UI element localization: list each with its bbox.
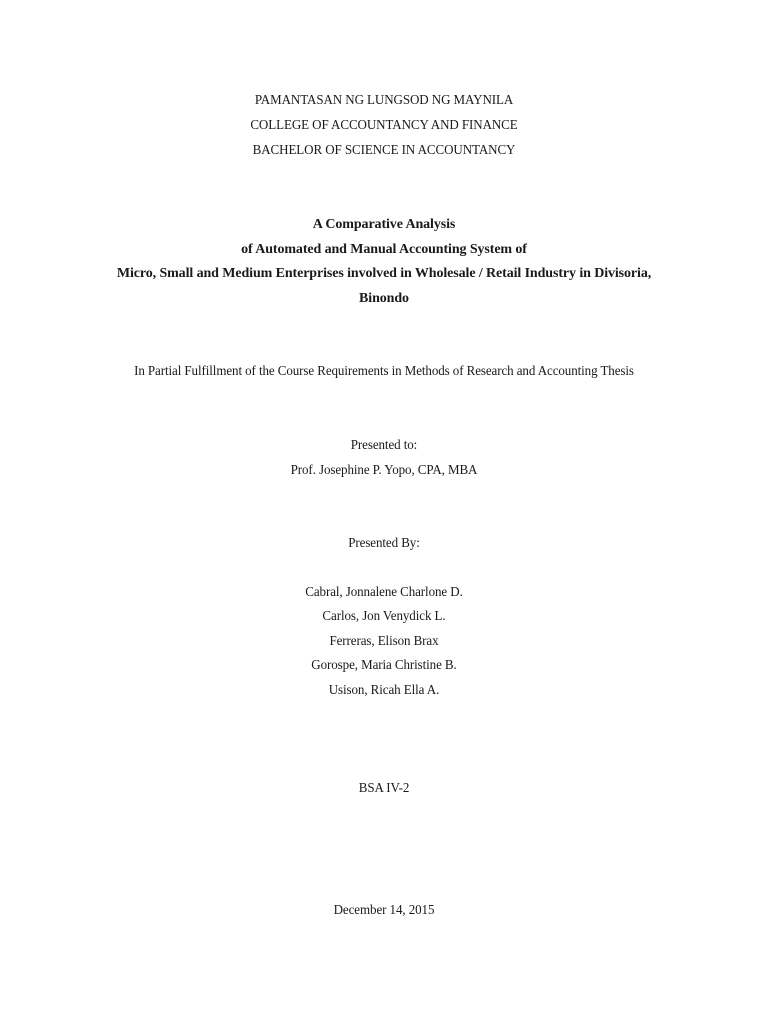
college-name: COLLEGE OF ACCOUNTANCY AND FINANCE [250,118,518,133]
title-line-2: of Automated and Manual Accounting System of [241,242,527,257]
fulfillment-statement: In Partial Fulfillment of the Course Requirements in Methods of Research and Accounting Thesis [134,364,634,379]
title-line-3: Micro, Small and Medium Enterprises involved in Wholesale / Retail Industry in Divisoria, [116,266,652,281]
university-name: PAMANTASAN NG LUNGSOD NG MAYNILA [254,93,514,108]
adviser-name: Prof. Josephine P. Yopo, CPA, MBA [290,463,478,478]
member-name: Ferreras, Elison Brax [329,634,439,649]
title-line-4: Binondo [359,291,409,306]
member-name: Carlos, Jon Venydick L. [322,609,446,624]
title-line-1: A Comparative Analysis [312,217,456,232]
member-name: Gorospe, Maria Christine B. [311,658,457,673]
presented-by-label: Presented By: [348,536,420,551]
member-name: Cabral, Jonnalene Charlone D. [305,585,463,600]
submission-date: December 14, 2015 [333,903,435,918]
member-name: Usison, Ricah Ella A. [328,683,440,698]
presented-to-label: Presented to: [350,438,418,453]
section-label: BSA IV-2 [358,781,410,796]
program-name: BACHELOR OF SCIENCE IN ACCOUNTANCY [252,143,516,158]
